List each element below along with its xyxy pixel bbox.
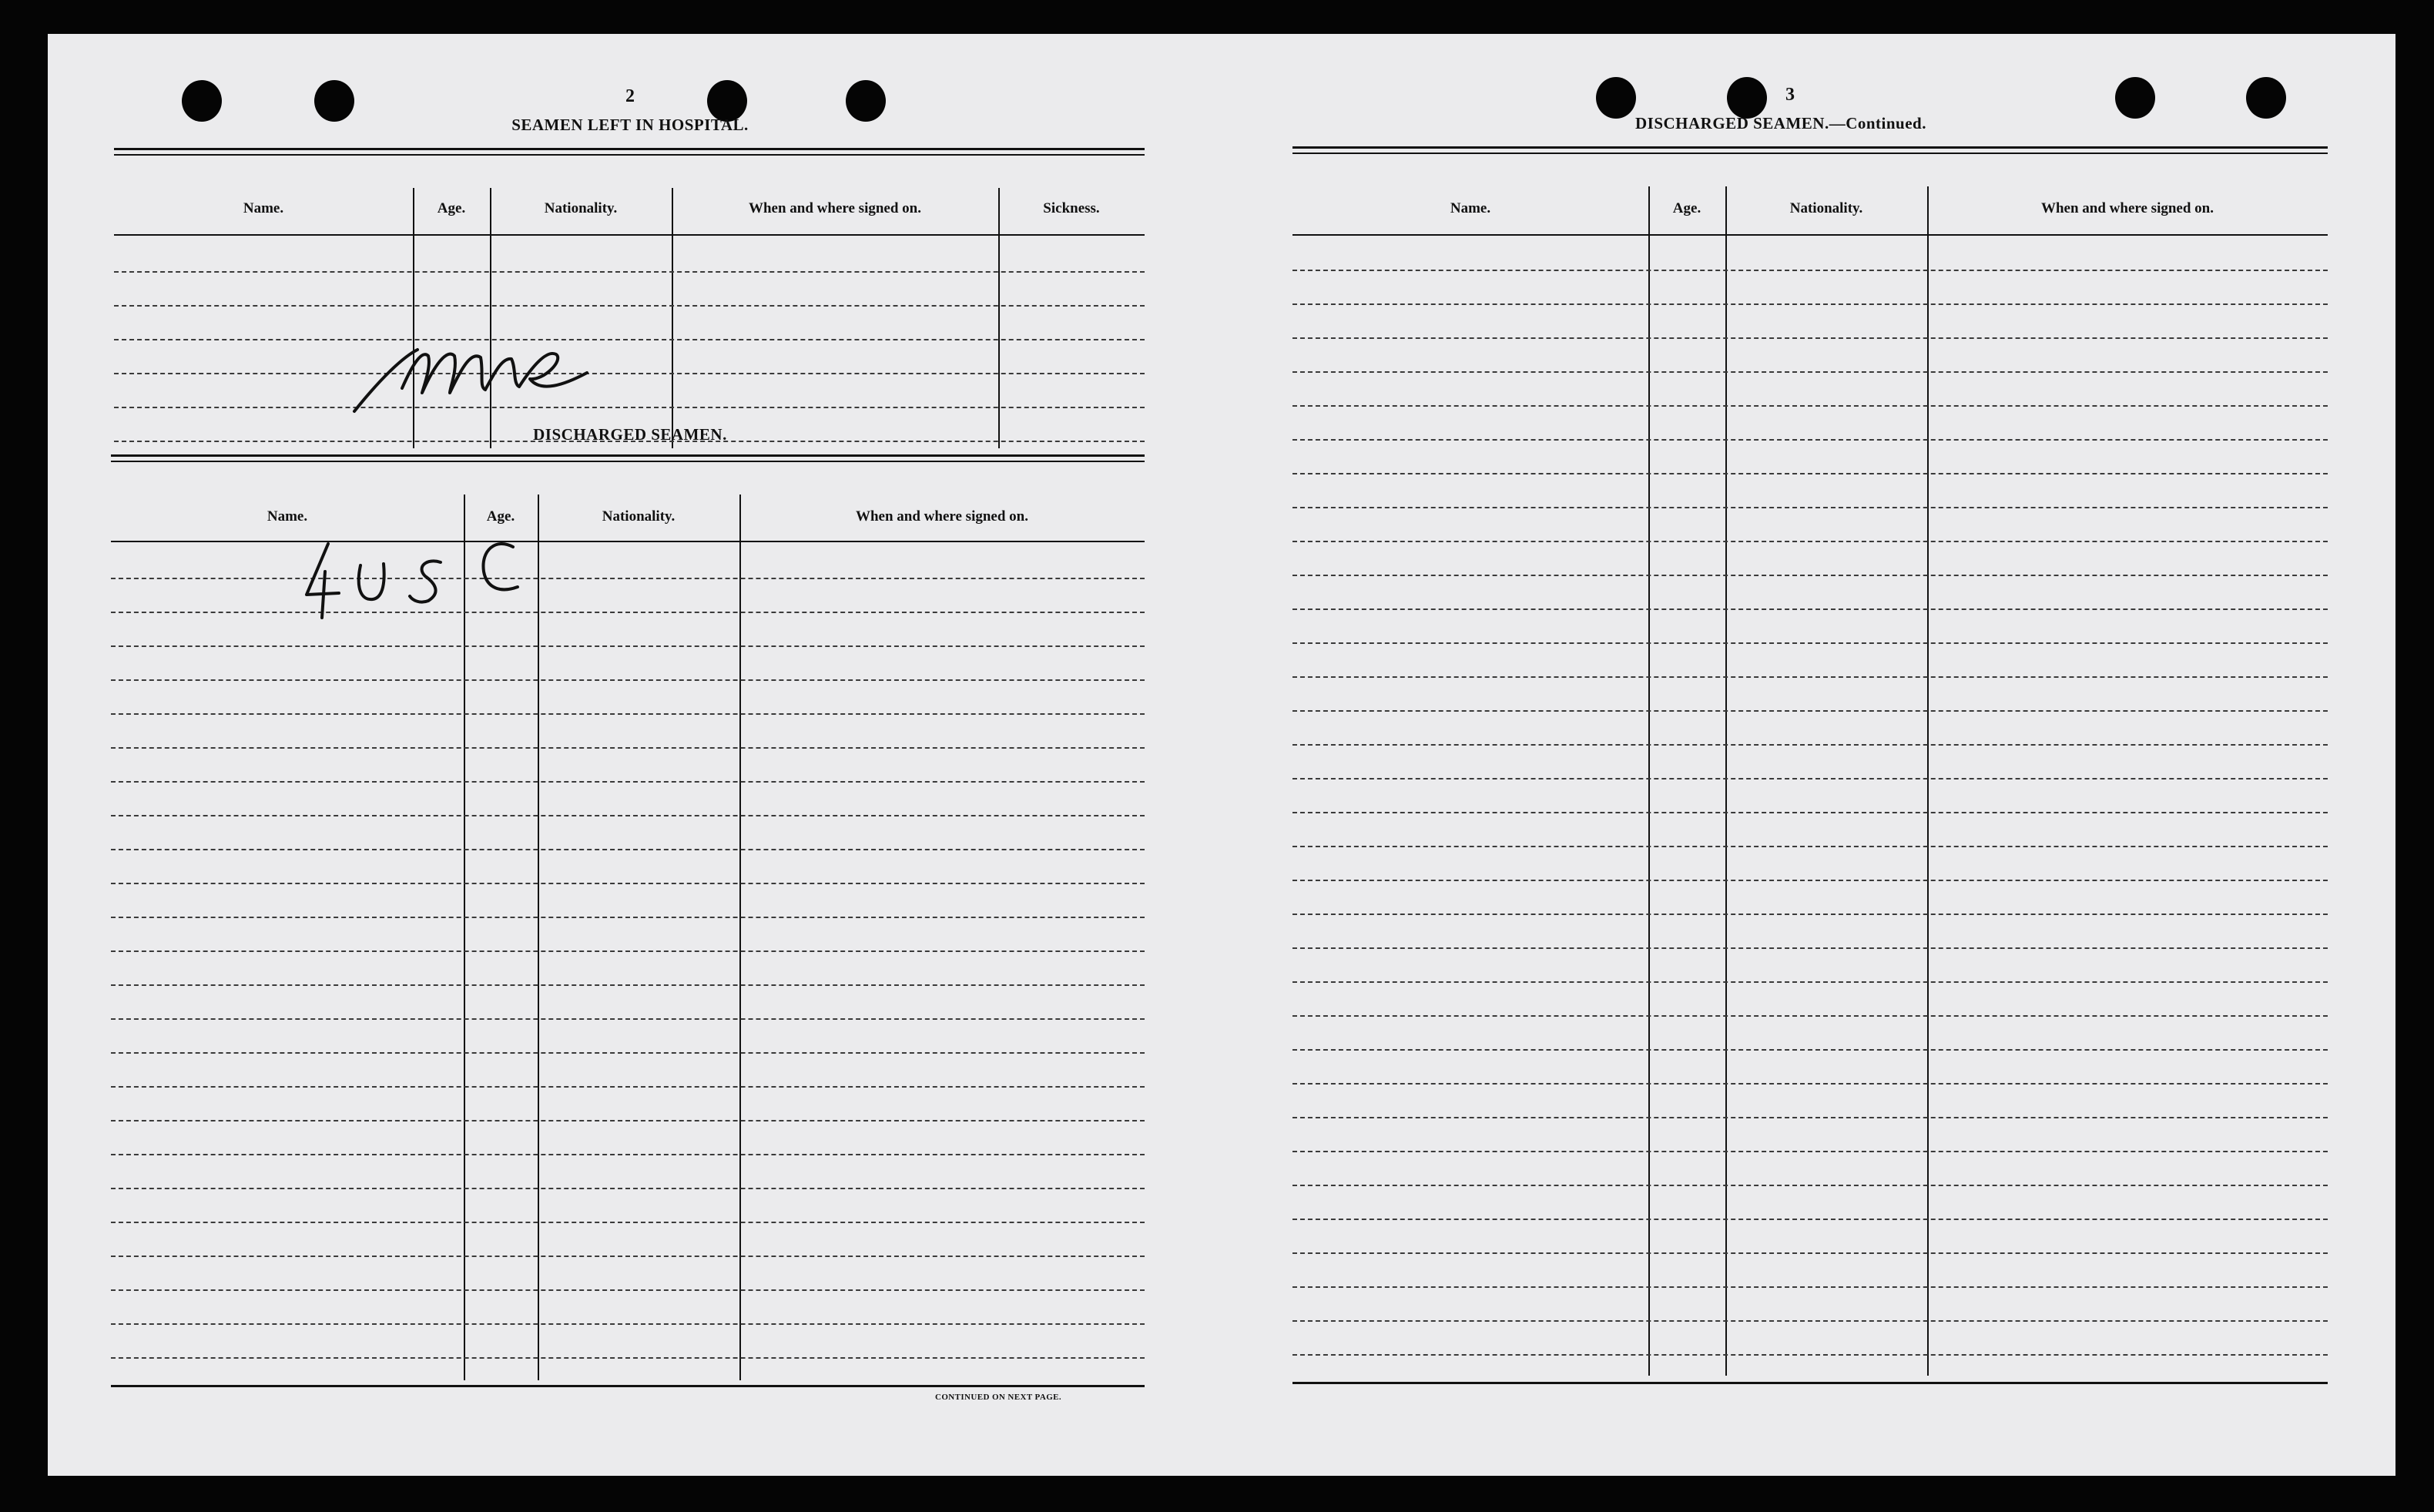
table-bottom-rule	[111, 1385, 1145, 1387]
column-header-signed-on: When and where signed on.	[855, 508, 1028, 525]
entry-line	[1292, 812, 2328, 813]
column-divider	[998, 188, 1000, 448]
entry-line	[1292, 608, 2328, 610]
column-header-nationality: Nationality.	[544, 200, 618, 216]
entry-line	[111, 1289, 1145, 1291]
entry-line	[1292, 880, 2328, 881]
column-header-name: Name.	[1450, 200, 1491, 216]
column-header-name: Name.	[243, 200, 284, 216]
discharged-table-left	[111, 454, 1145, 1393]
punch-hole	[2115, 77, 2155, 119]
entry-line	[1292, 981, 2328, 983]
column-divider	[538, 495, 539, 1380]
entry-line	[111, 578, 1145, 579]
entry-line	[1292, 1320, 2328, 1322]
entry-line	[1292, 642, 2328, 644]
entry-line	[111, 713, 1145, 715]
entry-line	[111, 849, 1145, 850]
handwriting-strokes	[348, 319, 602, 427]
column-header-age: Age.	[1672, 200, 1701, 216]
entry-line	[111, 1120, 1145, 1121]
column-header-signed-on: When and where signed on.	[748, 200, 921, 216]
page-number-right: 3	[1785, 85, 1795, 105]
entry-line	[1292, 846, 2328, 847]
entry-line	[1292, 507, 2328, 508]
entry-line	[114, 407, 1145, 408]
entry-line	[114, 305, 1145, 307]
entry-line	[1292, 744, 2328, 746]
ledger-spread	[48, 34, 2395, 1476]
entry-line	[111, 1052, 1145, 1054]
entry-line	[1292, 337, 2328, 339]
column-divider	[1648, 186, 1650, 1376]
column-header-nationality: Nationality.	[1789, 200, 1863, 216]
entry-line	[111, 883, 1145, 884]
entry-line	[1292, 914, 2328, 915]
table-top-rule	[114, 148, 1145, 156]
entry-line	[1292, 1151, 2328, 1152]
entry-line	[1292, 575, 2328, 576]
handwriting-strokes	[290, 527, 536, 627]
page-number-left: 2	[625, 86, 635, 106]
handwritten-4usc	[290, 527, 536, 627]
entry-line	[111, 612, 1145, 613]
handwritten-none	[348, 319, 602, 427]
punch-hole	[2246, 77, 2286, 119]
entry-line	[111, 1323, 1145, 1325]
entry-line	[111, 1188, 1145, 1189]
entry-line	[114, 339, 1145, 340]
entry-line	[111, 917, 1145, 918]
entry-line	[111, 679, 1145, 681]
entry-line	[111, 1357, 1145, 1359]
entry-line	[1292, 473, 2328, 474]
entry-line	[1292, 1117, 2328, 1118]
entry-line	[1292, 1185, 2328, 1186]
hospital-section-title: SEAMEN LEFT IN HOSPITAL.	[511, 116, 749, 134]
entry-line	[111, 815, 1145, 816]
column-header-age: Age.	[486, 508, 515, 525]
entry-line	[111, 781, 1145, 783]
entry-line	[1292, 1219, 2328, 1220]
header-rule	[114, 234, 1145, 236]
entry-line	[1292, 1286, 2328, 1288]
entry-line	[1292, 270, 2328, 271]
header-rule	[1292, 234, 2328, 236]
discharged-table-right	[1292, 146, 2328, 1388]
entry-line	[1292, 947, 2328, 949]
column-divider	[464, 495, 465, 1380]
entry-line	[111, 1154, 1145, 1155]
punch-hole	[1596, 77, 1636, 119]
entry-line	[111, 1256, 1145, 1257]
entry-line	[111, 1018, 1145, 1020]
entry-line	[1292, 439, 2328, 441]
entry-line	[111, 747, 1145, 749]
entry-line	[1292, 541, 2328, 542]
entry-line	[111, 950, 1145, 952]
entry-line	[1292, 778, 2328, 779]
column-divider	[672, 188, 673, 448]
entry-line	[1292, 1049, 2328, 1051]
hospital-table	[114, 148, 1145, 448]
entry-line	[1292, 676, 2328, 678]
table-top-rule	[1292, 146, 2328, 154]
entry-line	[1292, 710, 2328, 712]
punch-hole	[182, 80, 222, 122]
column-header-signed-on: When and where signed on.	[2040, 200, 2214, 216]
entry-line	[1292, 1083, 2328, 1085]
column-header-age: Age.	[437, 200, 466, 216]
entry-line	[1292, 1252, 2328, 1254]
continued-footer: CONTINUED ON NEXT PAGE.	[935, 1393, 1062, 1402]
punch-hole	[314, 80, 354, 122]
discharged-continued-title: DISCHARGED SEAMEN.—Continued.	[1635, 114, 1926, 132]
table-bottom-rule	[1292, 1382, 2328, 1384]
entry-line	[111, 1086, 1145, 1088]
column-divider	[1927, 186, 1929, 1376]
column-header-nationality: Nationality.	[602, 508, 676, 525]
entry-line	[111, 1222, 1145, 1223]
entry-line	[1292, 371, 2328, 373]
table-top-rule	[111, 454, 1145, 462]
column-divider	[1725, 186, 1727, 1376]
entry-line	[1292, 1354, 2328, 1356]
column-header-sickness: Sickness.	[1043, 200, 1100, 216]
header-rule	[111, 541, 1145, 542]
entry-line	[1292, 405, 2328, 407]
entry-line	[1292, 1015, 2328, 1017]
punch-hole	[846, 80, 886, 122]
entry-line	[1292, 303, 2328, 305]
discharged-section-title: DISCHARGED SEAMEN.	[533, 425, 727, 444]
column-divider	[739, 495, 741, 1380]
entry-line	[114, 373, 1145, 374]
column-header-name: Name.	[267, 508, 308, 525]
entry-line	[111, 984, 1145, 986]
entry-line	[114, 271, 1145, 273]
entry-line	[111, 645, 1145, 647]
